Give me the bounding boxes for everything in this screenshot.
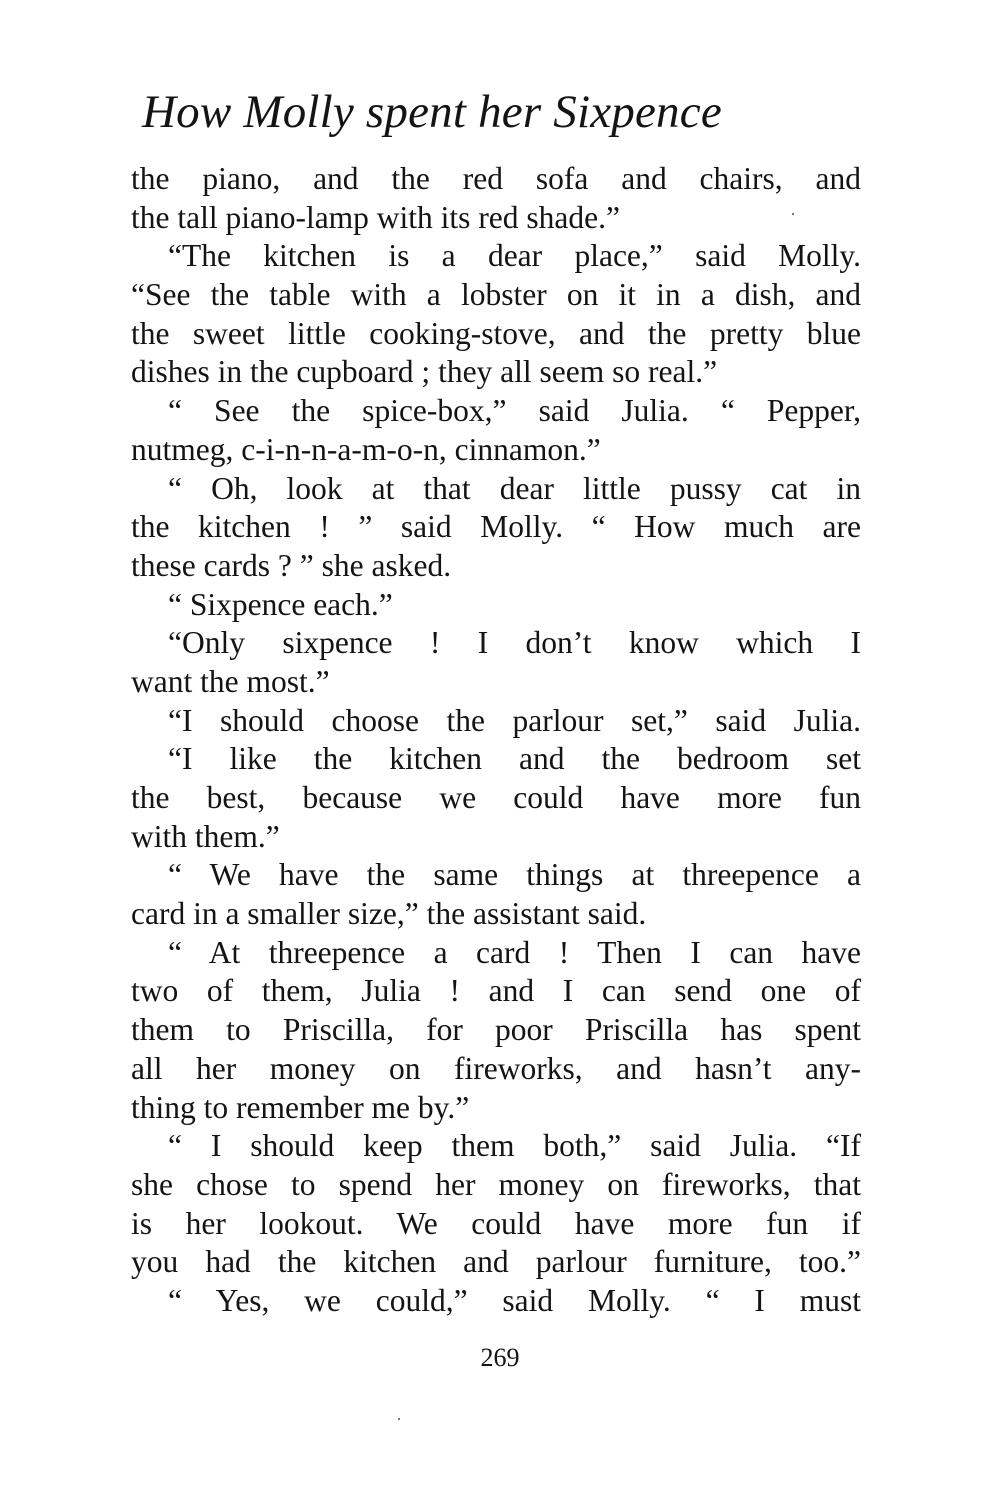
text-line: them to Priscilla, for poor Priscilla has spent bbox=[131, 1012, 861, 1048]
text-line: two of them, Julia ! and I can send one of bbox=[131, 973, 861, 1009]
text-line: with them.” bbox=[131, 818, 280, 854]
text-line: nutmeg, c-i-n-n-a-m-o-n, cinnamon.” bbox=[131, 431, 601, 467]
text-line: “ Sixpence each.” bbox=[168, 586, 393, 622]
text-line: all her money on fireworks, and hasn’t any- bbox=[131, 1050, 861, 1086]
text-line: the piano, and the red sofa and chairs, and bbox=[131, 161, 861, 196]
text-line: “I should choose the parlour set,” said Julia. bbox=[168, 702, 861, 738]
paper-speck bbox=[398, 1418, 400, 1420]
text-line: “The kitchen is a dear place,” said Molly. bbox=[168, 238, 861, 274]
page-number: 269 bbox=[480, 1343, 520, 1372]
text-line: the best, because we could have more fun bbox=[131, 780, 861, 815]
text-line: “ Oh, look at that dear little pussy cat in bbox=[168, 470, 861, 506]
paper-speck bbox=[792, 213, 794, 215]
text-line: dishes in the cupboard ; they all seem so real.” bbox=[131, 354, 718, 390]
text-line: you had the kitchen and parlour furniture, too.” bbox=[131, 1244, 861, 1280]
text-line: “ Yes, we could,” said Molly. “ I must bbox=[168, 1282, 861, 1318]
text-line: “Only sixpence ! I don’t know which I bbox=[168, 625, 861, 661]
text-line: “ At threepence a card ! Then I can have bbox=[168, 934, 861, 970]
text-line: she chose to spend her money on fireworks, that bbox=[131, 1166, 861, 1202]
text-line: thing to remember me by.” bbox=[131, 1089, 470, 1125]
text-line: the kitchen ! ” said Molly. “ How much are bbox=[131, 509, 861, 545]
text-line: these cards ? ” she asked. bbox=[131, 547, 452, 583]
text-line: want the most.” bbox=[131, 663, 330, 699]
text-line: “ See the spice-box,” said Julia. “ Pepper, bbox=[168, 393, 861, 429]
running-title: How Molly spent her Sixpence bbox=[142, 86, 722, 138]
text-line: “I like the kitchen and the bedroom set bbox=[168, 741, 861, 777]
text-line: the sweet little cooking-stove, and the pretty blue bbox=[131, 315, 861, 351]
text-line: card in a smaller size,” the assistant said. bbox=[131, 896, 647, 932]
body-text bbox=[131, 160, 861, 1321]
text-line: the tall piano-lamp with its red shade.” bbox=[131, 199, 620, 235]
text-line: “See the table with a lobster on it in a dish, and bbox=[131, 277, 861, 313]
text-line: is her lookout. We could have more fun if bbox=[131, 1205, 861, 1241]
text-line: “ We have the same things at threepence a bbox=[168, 857, 861, 893]
text-line: “ I should keep them both,” said Julia. “If bbox=[168, 1128, 861, 1164]
